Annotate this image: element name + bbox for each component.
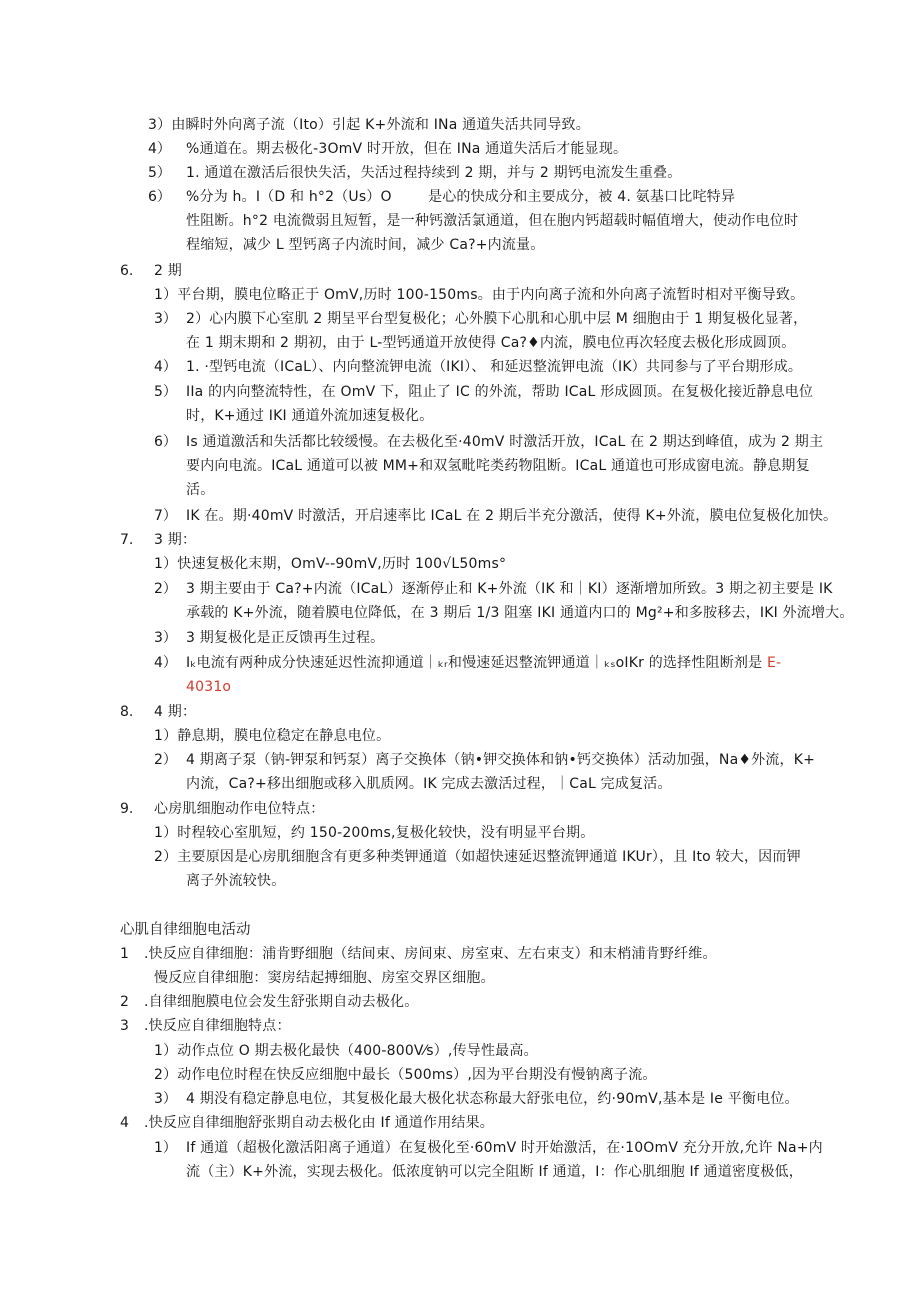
- item-text: 性阻断。h°2 电流微弱且短暂，是一种钙激活氯通道，但在胞内钙超载时幅值增大，使动作电位时: [186, 213, 799, 229]
- section-heading: 3 期：: [154, 532, 197, 548]
- section-number: 7.: [120, 532, 134, 548]
- item-text: .快反应自律细胞特点：: [144, 1018, 291, 1034]
- item-text: 要内向电流。ICaL 通道可以被 MM+和双氢毗咤类药物阻断。ICaL 通道也可形成窗电流。静息期复: [186, 458, 810, 474]
- item-number: 6）: [154, 434, 177, 450]
- item-text: 2）主要原因是心房肌细胞含有更多种类钾通道（如超快速延迟整流钾通道 IKUr），且 Ito 较大，因而钾: [154, 849, 801, 865]
- item-text: 时，K+通过 IKI 通道外流加速复极化。: [186, 408, 434, 424]
- item-text: 活。: [186, 482, 215, 498]
- item-number: 4）: [148, 141, 171, 157]
- section-heading: 心房肌细胞动作电位特点：: [154, 801, 325, 817]
- item-number: 4: [120, 1115, 129, 1131]
- item-text: If 通道（超极化激活阳离子通道）在复极化至·60mV 时开始激活，在·10OmV 充分开放,允许 Na+内: [186, 1140, 823, 1156]
- item-number: 5）: [148, 165, 171, 181]
- item-text: IIa 的内向整流特性，在 OmV 下，阻止了 IC 的外流，帮助 ICaL 形成圆顶。在复极化接近静息电位: [186, 384, 814, 400]
- item-number: 1: [120, 946, 129, 962]
- item-text: 4 期没有稳定静息电位，其复极化最大极化状态称最大舒张电位，约·90mV,基本是 Ie 平衡电位。: [186, 1091, 799, 1107]
- item-number: 4）: [154, 359, 177, 375]
- item-number: 4）: [154, 655, 177, 671]
- item-text: 1. 通道在激活后很快失活，失活过程持续到 2 期，并与 2 期钙电流发生重叠。: [186, 165, 682, 181]
- section-heading: 2 期: [154, 263, 182, 279]
- item-text: Is 通道激活和失活都比较缓慢。在去极化至·40mV 时激活开放，ICaL 在 2 期达到峰值，成为 2 期主: [186, 434, 824, 450]
- item-number: 3）: [154, 1091, 177, 1107]
- item-text: 1）平台期，膜电位略正于 OmV,历时 100-150ms。由于内向离子流和外向离子流暂时相对平衡导致。: [154, 287, 805, 303]
- item-text: 3 期主要由于 Ca?+内流（ICaL）逐渐停止和 K+外流（IK 和｜KI）逐渐增加所致。3 期之初主要是 IK: [186, 581, 833, 597]
- section-number: 6.: [120, 263, 134, 279]
- item-text: 在 1 期末期和 2 期初，由于 L-型钙通道开放使得 Ca?♦内流，膜电位再次轻度去极化形成圆顶。: [186, 335, 796, 351]
- item-text: 程缩短，减少 L 型钙离子内流时间，减少 Ca?+内流量。: [186, 237, 545, 253]
- item-text: .自律细胞膜电位会发生舒张期自动去极化。: [144, 994, 419, 1010]
- item-text: %分为 h。I（D 和 h°2（Us）O: [186, 189, 392, 205]
- item-text: IK 在。期·40mV 时激活，开启速率比 ICaL 在 2 期后半充分激活，使得 K+外流，膜电位复极化加快。: [186, 508, 838, 524]
- item-number: 3）: [148, 117, 172, 133]
- item-text: 3 期复极化是正反馈再生过程。: [186, 630, 385, 646]
- item-number: 2）: [154, 581, 177, 597]
- item-number: 3: [120, 1018, 129, 1034]
- item-text: 1）静息期，膜电位稳定在静息电位。: [154, 728, 391, 744]
- section-title: 心肌自律细胞电活动: [120, 922, 251, 938]
- item-text: 是心的快成分和主要成分，被 4. 氨基口比咤特异: [428, 189, 736, 205]
- item-text: 4 期离子泵（钠-钾泵和钙泵）离子交换体（钠•钾交换体和钠•钙交换体）活动加强，Na♦外流，K+: [186, 752, 816, 768]
- item-text: 内流，Ca?+移出细胞或移入肌质网。IK 完成去激活过程，｜CaL 完成复活。: [186, 776, 672, 792]
- section-number: 8.: [120, 704, 134, 720]
- item-number: 1）: [154, 1140, 177, 1156]
- item-text: 1）动作点位 O 期去极化最快（400-800V⁄s）,传导性最高。: [154, 1043, 538, 1059]
- item-text: 承载的 K+外流，随着膜电位降低，在 3 期后 1/3 阻塞 IKI 通道内口的 Mg²+和多胺移去，IKI 外流增大。: [186, 605, 854, 621]
- item-number: 3）: [154, 630, 177, 646]
- item-text: 慢反应自律细胞：窦房结起搏细胞、房室交界区细胞。: [154, 970, 495, 986]
- item-number: 6）: [148, 189, 171, 205]
- item-text: 离子外流较快。: [186, 873, 286, 889]
- item-text-part: Iₖ电流有两种成分快速延迟性流抑通道｜ₖᵣ和慢速延迟整流钾通道｜ₖₛoIKr 的选择性阻断剂是: [186, 655, 763, 671]
- item-number: 7）: [154, 508, 177, 524]
- item-text: 2）心内膜下心室肌 2 期呈平台型复极化；心外膜下心肌和心肌中层 M 细胞由于 1 期复极化显著，: [186, 311, 808, 327]
- item-text: 2）动作电位时程在快反应细胞中最长（500ms）,因为平台期没有慢钠离子流。: [154, 1067, 657, 1083]
- highlight-text: 4031o: [186, 679, 232, 695]
- item-text: [186, 653, 781, 673]
- section-heading: 4 期：: [154, 704, 197, 720]
- item-number: 2）: [154, 752, 177, 768]
- item-5-3: [148, 115, 590, 135]
- item-text: 1）快速复极化末期，OmV--90mV,历时 100√L50ms°: [154, 556, 507, 572]
- item-text: .快反应自律细胞：浦肯野细胞（结间束、房间束、房室束、左右束支）和末梢浦肯野纤维。: [144, 946, 717, 962]
- item-number: 2: [120, 994, 129, 1010]
- item-number: 3）: [154, 311, 177, 327]
- item-text: .快反应自律细胞舒张期自动去极化由 If 通道作用结果。: [144, 1115, 495, 1131]
- item-text: %通道在。期去极化-3OmV 时开放，但在 INa 通道失活后才能显现。: [186, 141, 628, 157]
- item-number: 5）: [154, 384, 177, 400]
- item-text: 由瞬时外向离子流（Ito）引起 K+外流和 INa 通道失活共同导致。: [171, 117, 590, 133]
- item-text: 1. ·型钙电流（ICaL）、内向整流钾电流（IKI）、 和延迟整流钾电流（IK）共同参与了平台期形成。: [186, 359, 803, 375]
- section-number: 9.: [120, 801, 134, 817]
- item-text: 1）时程较心室肌短，约 150-200ms,复极化较快，没有明显平台期。: [154, 825, 595, 841]
- highlight-text: E-: [762, 655, 782, 671]
- item-text: 流（主）K+外流，实现去极化。低浓度钠可以完全阻断 If 通道，I：作心肌细胞 If 通道密度极低，: [186, 1164, 803, 1180]
